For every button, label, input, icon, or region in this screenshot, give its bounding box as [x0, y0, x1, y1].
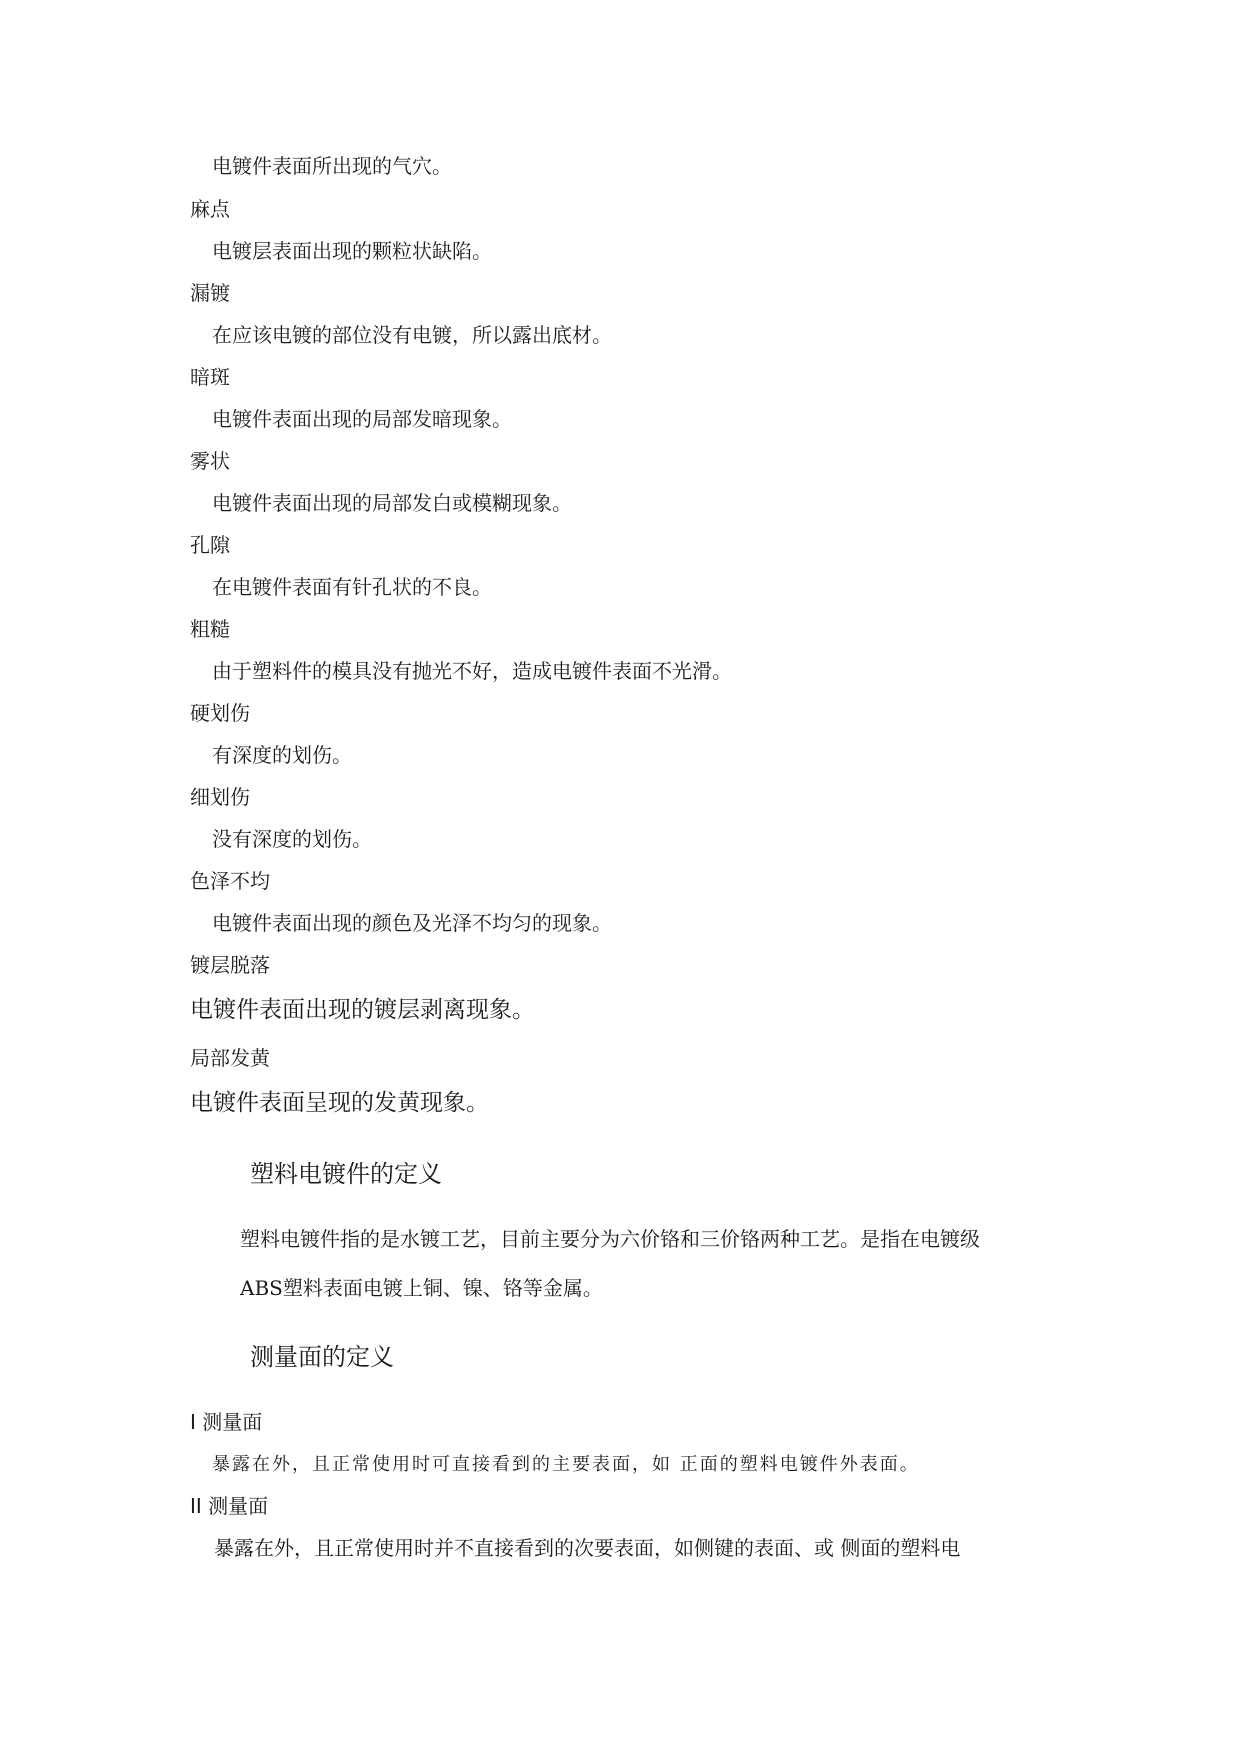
surface-2-label: II 测量面 — [190, 1494, 269, 1518]
plastic-definition-line-2: ABS塑料表面电镀上铜、镍、铬等金属。 — [240, 1276, 603, 1300]
surface-1-label: I 测量面 — [190, 1410, 263, 1434]
heading-measurement-surface: 测量面的定义 — [250, 1343, 394, 1371]
definition-1: 电镀件表面所出现的气穴。 — [212, 154, 452, 178]
term-porosity: 孔隙 — [190, 533, 230, 557]
term-dark-spot: 暗斑 — [190, 365, 230, 389]
term-pitting: 麻点 — [190, 197, 230, 221]
heading-plastic-plated-part: 塑料电镀件的定义 — [250, 1160, 442, 1188]
term-uneven-color: 色泽不均 — [190, 869, 270, 893]
term-haze: 雾状 — [190, 449, 230, 473]
term-missing-plating: 漏镀 — [190, 281, 230, 305]
term-peeling: 镀层脱落 — [190, 953, 270, 977]
term-yellowing: 局部发黄 — [190, 1046, 270, 1070]
definition-peeling: 电镀件表面出现的镀层剥离现象。 — [190, 997, 535, 1023]
definition-fine-scratch: 没有深度的划伤。 — [212, 827, 372, 851]
definition-pitting: 电镀层表面出现的颗粒状缺陷。 — [212, 239, 492, 263]
surface-2-description: 暴露在外，且正常使用时并不直接看到的次要表面，如侧键的表面、或 侧面的塑料电 — [214, 1536, 961, 1560]
definition-uneven-color: 电镀件表面出现的颜色及光泽不均匀的现象。 — [212, 911, 612, 935]
plastic-definition-line-1: 塑料电镀件指的是水镀工艺，目前主要分为六价铬和三价铬两种工艺。是指在电镀级 — [240, 1227, 980, 1251]
definition-yellowing: 电镀件表面呈现的发黄现象。 — [190, 1090, 489, 1116]
surface-1-description: 暴露在外，且正常使用时可直接看到的主要表面，如 正面的塑料电镀件外表面。 — [212, 1454, 920, 1475]
term-fine-scratch: 细划伤 — [190, 785, 250, 809]
definition-dark-spot: 电镀件表面出现的局部发暗现象。 — [212, 407, 512, 431]
definition-roughness: 由于塑料件的模具没有抛光不好，造成电镀件表面不光滑。 — [212, 659, 732, 683]
definition-haze: 电镀件表面出现的局部发白或模糊现象。 — [212, 491, 572, 515]
definition-porosity: 在电镀件表面有针孔状的不良。 — [212, 575, 492, 599]
definition-missing-plating: 在应该电镀的部位没有电镀，所以露出底材。 — [212, 323, 612, 347]
term-roughness: 粗糙 — [190, 617, 230, 641]
definition-hard-scratch: 有深度的划伤。 — [212, 743, 352, 767]
term-hard-scratch: 硬划伤 — [190, 701, 250, 725]
